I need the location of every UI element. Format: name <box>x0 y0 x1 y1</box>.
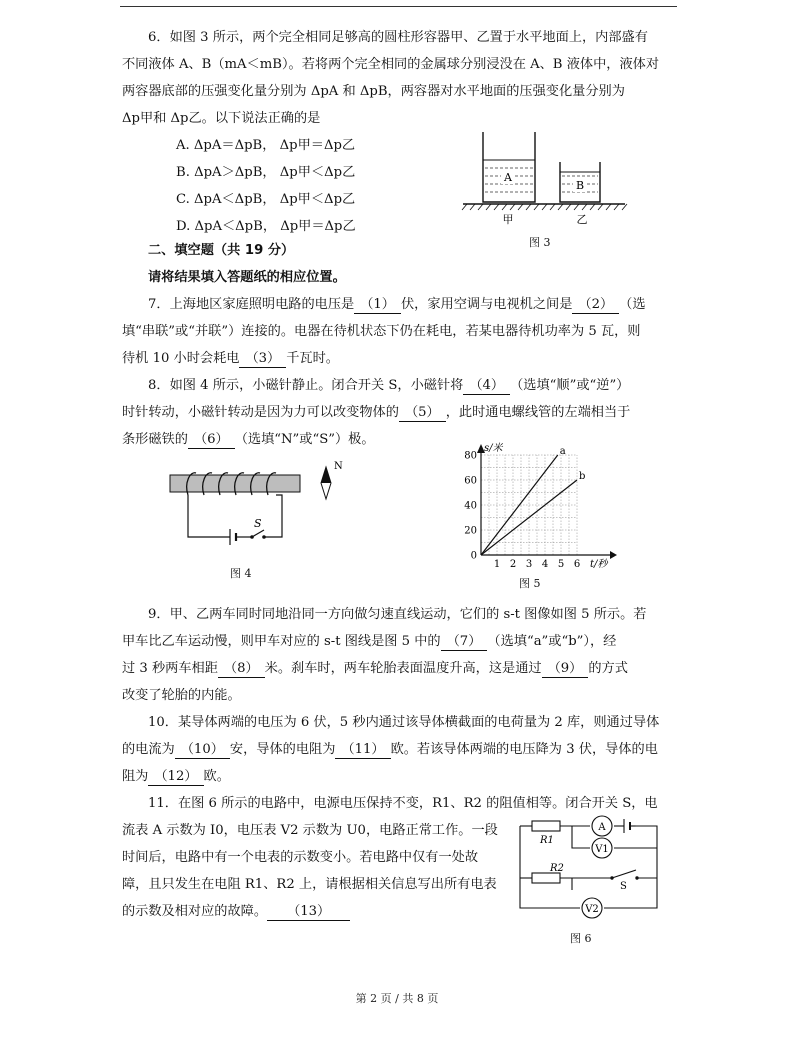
q6-stem-line-1: 6．如图 3 所示，两个完全相同足够高的圆柱形容器甲、乙置于水平地面上，内部盛有 <box>148 30 648 45</box>
answer-blank-5[interactable]: （5） <box>399 404 446 422</box>
x-tick-labels <box>494 559 580 570</box>
chart-xlabel: t/秒 <box>590 559 608 570</box>
q9-line-2 <box>122 632 616 652</box>
x-tick-label: 3 <box>525 559 533 570</box>
x-tick-label: 5 <box>557 559 565 570</box>
answer-blank-6[interactable]: （6） <box>188 431 235 449</box>
x-tick-label: 6 <box>573 559 581 570</box>
figure-4-caption: 图 4 <box>230 567 252 580</box>
fig3-label-jia: 甲 <box>502 213 514 226</box>
series-line-a <box>481 455 558 555</box>
q8-text-1a: 8．如图 4 所示，小磁针静止。闭合开关 S，小磁针将 <box>148 378 464 393</box>
fig6-r1-label: R1 <box>540 835 554 846</box>
q10-text-3b: 欧。 <box>203 769 230 784</box>
answer-blank-10[interactable]: （10） <box>175 741 230 759</box>
q11-line-1: 11．在图 6 所示的电路中，电源电压保持不变，R1、R2 的阻值相等。闭合开关 S，电 <box>148 796 658 811</box>
answer-blank-11[interactable]: （11） <box>335 741 390 759</box>
figure-5-caption: 图 5 <box>519 577 541 590</box>
q7-line-2: 填“串联”或“并联”）连接的。电器在待机状态下仍在耗电，若某电器待机功率为 5 瓦，则 <box>122 324 641 339</box>
answer-blank-1[interactable]: （1） <box>354 296 401 314</box>
q10-line-2 <box>122 740 658 760</box>
page-footer: 第 2 页 / 共 8 页 <box>355 992 439 1005</box>
q6-option-d[interactable]: D. ΔpA＜ΔpB， Δp甲＝Δp乙 <box>176 219 356 234</box>
q6-stem-line-2: 不同液体 A、B（mA＜mB）。若将两个完全相同的金属球分别浸没在 A、B 液体中，液体对 <box>122 57 660 72</box>
q10-line-3 <box>122 767 230 787</box>
q6-option-b[interactable]: B. ΔpA＞ΔpB， Δp甲＜Δp乙 <box>176 165 356 180</box>
answer-blank-8[interactable]: （8） <box>218 660 265 678</box>
figure-4-solenoid <box>160 455 360 555</box>
compass-needle-north <box>321 467 331 483</box>
chart-grid <box>481 455 577 555</box>
q8-text-2b: ，此时通电螺线管的左端相当于 <box>445 405 631 420</box>
q11-line-5 <box>122 902 350 922</box>
q9-text-3b: 米。刹车时，两车轮胎表面温度升高，这是通过 <box>264 661 542 676</box>
answer-blank-3[interactable]: （3） <box>239 350 286 368</box>
q6-stem-line-3: 两容器底部的压强变化量分别为 ΔpA 和 ΔpB，两容器对水平地面的压强变化量分别为 <box>122 84 625 99</box>
fig4-switch-label: S <box>254 517 262 530</box>
answer-blank-7[interactable]: （7） <box>441 633 488 651</box>
resistor-r2 <box>532 873 560 883</box>
fig3-label-yi: 乙 <box>576 213 588 226</box>
fig3-label-b: B <box>575 179 585 192</box>
y-tick-label: 60 <box>464 475 477 487</box>
switch-6-blade <box>612 870 636 878</box>
fig6-a-label: A <box>598 822 606 833</box>
figure-5-st-chart <box>450 440 620 575</box>
switch-blade <box>252 530 264 537</box>
resistor-r1 <box>532 821 560 831</box>
q8-text-3b: （选填“N”或“S”）极。 <box>234 432 375 447</box>
x-tick-label: 1 <box>493 559 501 570</box>
fig6-v1-label: V1 <box>595 844 609 855</box>
q6-stem-line-4: Δp甲和 Δp乙。以下说法正确的是 <box>122 111 321 126</box>
q8-line-1 <box>148 376 629 396</box>
chart-series <box>481 446 585 555</box>
y-tick-label: 20 <box>464 525 477 537</box>
q8-line-2 <box>122 403 630 423</box>
q11-line-3: 时间后，电路中有一个电表的示数变小。若电路中仅有一处故 <box>122 850 479 865</box>
q10-text-2a: 的电流为 <box>122 742 175 757</box>
q9-line-3 <box>122 659 628 679</box>
figure-6-caption: 图 6 <box>570 932 592 945</box>
switch-contact-right <box>262 535 266 539</box>
q9-line-1: 9．甲、乙两车同时同地沿同一方向做匀速直线运动，它们的 s-t 图像如图 5 所示。若 <box>148 607 647 622</box>
q10-text-2c: 欧。若该导体两端的电压降为 3 伏，导体的电 <box>390 742 658 757</box>
q8-text-3a: 条形磁铁的 <box>122 432 188 447</box>
fig6-v2-label: V2 <box>585 904 599 915</box>
figure-3-containers <box>455 120 645 230</box>
fig4-n-label: N <box>334 461 343 472</box>
answer-blank-4[interactable]: （4） <box>463 377 510 395</box>
q6-option-c[interactable]: C. ΔpA＜ΔpB， Δp甲＜Δp乙 <box>176 192 356 207</box>
q10-line-1: 10．某导体两端的电压为 6 伏，5 秒内通过该导体横截面的电荷量为 2 库，则通过导体 <box>148 715 660 730</box>
q7-text-1a: 7．上海地区家庭照明电路的电压是 <box>148 297 355 312</box>
q11-line-2: 流表 A 示数为 I0，电压表 V2 示数为 U0，电路正常工作。一段 <box>122 823 498 838</box>
q9-text-2b: （选填“a”或“b”），经 <box>487 634 617 649</box>
answer-blank-9[interactable]: （9） <box>542 660 589 678</box>
chart-ylabel: s/米 <box>484 443 503 454</box>
series-label-a: a <box>559 446 566 457</box>
q7-line-3 <box>122 349 339 369</box>
series-label-b: b <box>579 471 586 482</box>
header-rule <box>120 6 677 7</box>
y-tick-label: 0 <box>470 550 477 562</box>
x-tick-label: 2 <box>509 559 517 570</box>
y-tick-labels <box>464 451 477 562</box>
q10-text-2b: 安，导体的电阻为 <box>229 742 336 757</box>
section-2-instruction: 请将结果填入答题纸的相应位置。 <box>148 270 346 285</box>
q8-text-1b: （选填“顺”或“逆”） <box>510 378 630 393</box>
q9-line-4: 改变了轮胎的内能。 <box>122 688 241 703</box>
q7-text-1b: 伏，家用空调与电视机之间是 <box>400 297 573 312</box>
y-tick-label: 40 <box>464 500 477 512</box>
q11-text-5a: 的示数及相对应的故障。 <box>122 904 268 919</box>
q7-line-1 <box>148 295 646 315</box>
container-jia <box>483 132 535 202</box>
answer-blank-13[interactable]: （13） <box>267 903 350 921</box>
q9-text-3c: 的方式 <box>588 661 628 676</box>
fig6-s-label: S <box>620 881 627 892</box>
q7-text-3b: 千瓦时。 <box>286 351 339 366</box>
circuit-wires <box>188 495 282 537</box>
y-tick-label: 80 <box>464 450 477 462</box>
q9-text-2a: 甲车比乙车运动慢，则甲车对应的 s-t 图线是图 5 中的 <box>122 634 441 649</box>
figure-6-circuit <box>512 810 672 925</box>
x-axis-arrow <box>610 551 617 559</box>
figure-3-caption: 图 3 <box>529 236 551 249</box>
fig6-r2-label: R2 <box>550 863 564 874</box>
answer-blank-2[interactable]: （2） <box>572 296 619 314</box>
q7-text-1c: （选 <box>619 297 646 312</box>
fig3-label-a: A <box>504 171 512 184</box>
q10-text-3a: 阻为 <box>122 769 149 784</box>
section-2-title: 二、填空题（共 19 分） <box>148 243 295 258</box>
q7-text-3a: 待机 10 小时会耗电 <box>122 351 240 366</box>
q8-text-2a: 时针转动，小磁针转动是因为力可以改变物体的 <box>122 405 399 420</box>
ground-hatching <box>462 204 627 210</box>
switch-6-contact-right <box>635 876 638 879</box>
q8-line-3 <box>122 430 375 450</box>
q9-text-3a: 过 3 秒两车相距 <box>122 661 218 676</box>
q6-option-a[interactable]: A. ΔpA＝ΔpB， Δp甲＝Δp乙 <box>176 138 356 153</box>
answer-blank-12[interactable]: （12） <box>148 768 203 786</box>
x-tick-label: 4 <box>541 559 549 570</box>
q11-line-4: 障，且只发生在电阻 R1、R2 上，请根据相关信息写出所有电表 <box>122 877 497 892</box>
